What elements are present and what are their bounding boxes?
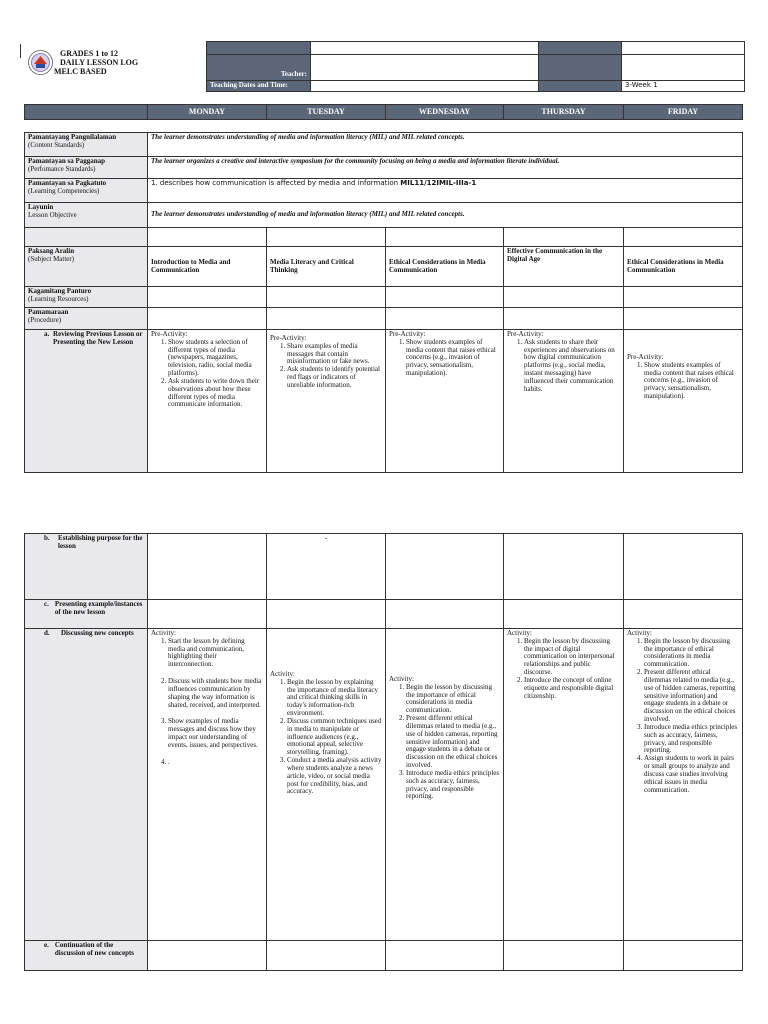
step-a-letter: a. xyxy=(44,330,50,338)
list-item: 2. Discuss with students how media influences communication by shaping the way information is shared, received, and interpreted. xyxy=(168,678,263,709)
row-content-standards xyxy=(25,133,743,157)
day-friday: FRIDAY xyxy=(624,105,743,120)
step-d-thursday-list xyxy=(507,638,620,701)
list-item: 2. Introduce the concept of online etiquette and responsible digital citizenship. xyxy=(524,677,620,700)
list-item: 1. Begin the lesson by discussing the importance of ethical considerations in media communication. xyxy=(406,684,500,715)
day-header-row xyxy=(24,104,743,120)
step-d-wednesday: Activity: 1. Begin the lesson by discussing the importance of ethical considerations in media communication. 2. Present different ethical dilemmas related to media (e.g., use of hidden cameras, reporting sensitive information) and engage students in a debate or discussion on the ethical choices involved. 3. Introduce media ethics principles such as accuracy, fairness, privacy, and responsible reporting. xyxy=(386,629,504,941)
day-header-blank xyxy=(25,105,148,120)
step-a-thursday-list xyxy=(507,339,620,394)
list-item: 2. Ask students to write down their observations about how these different types of media communicate information. xyxy=(168,378,263,409)
lesson-table-part1 xyxy=(24,132,743,473)
list-item: 1. Begin the lesson by discussing the importance of ethical considerations in media communication. xyxy=(644,638,739,669)
header-cell-school-label xyxy=(207,42,311,55)
row-procedure xyxy=(25,308,743,330)
step-a-friday: Pre-Activity: 1. Show students examples of media content that raises ethical concerns (e.g., invasion of privacy, sensationalism, manipulation). xyxy=(624,330,743,473)
resources-sub: (Learning Resources) xyxy=(28,294,89,303)
row-performance-standards xyxy=(25,157,743,179)
header-grades: GRADES 1 to 12 xyxy=(60,49,119,58)
objective-label: Layunin xyxy=(28,203,54,211)
header-cell-grade-label xyxy=(539,42,622,55)
step-c-label: Presenting example/instances of the new lesson xyxy=(54,600,143,616)
header-melc: MELC BASED xyxy=(54,66,107,76)
day-monday: MONDAY xyxy=(148,105,267,120)
step-d-tuesday-list xyxy=(270,679,382,796)
step-e-label: Continuation of the discussion of new concepts xyxy=(54,941,135,957)
dates-value xyxy=(311,81,539,92)
header-cell-subject-value xyxy=(622,55,745,81)
list-item: 2. Discuss common techniques used in media to manipulate or influence audiences (e.g., emotional appeal, selective storytelling, framing). xyxy=(287,718,382,757)
row-step-b xyxy=(25,534,743,600)
topic-friday: Ethical Considerations in Media Communication xyxy=(624,247,743,287)
step-c-letter: c. xyxy=(44,600,49,608)
list-item: 3. Conduct a media analysis activity where students analyze a news article, video, or social media post for credibility, bias, and accuracy. xyxy=(287,757,382,796)
row-step-d xyxy=(25,629,743,941)
step-a-monday: Pre-Activity: 1. Show students a selection of different types of media (newspapers, magazines, television, radio, social media platforms). 2. Ask students to write down their observations about how these different types of media communicate information. xyxy=(148,330,267,473)
lesson-table-part2 xyxy=(24,533,743,971)
list-item: 2. Present different ethical dilemmas related to media (e.g., use of hidden cameras, reporting sensitive information) and engage students in a debate or discussion on the ethical choices involved. xyxy=(406,715,500,770)
list-item: 1. Start the lesson by defining media and communication, highlighting their interconnection. xyxy=(168,638,263,669)
row-step-c xyxy=(25,600,743,629)
step-a-wednesday-list xyxy=(389,339,500,378)
step-e-letter: e. xyxy=(44,941,49,949)
topic-monday: Introduction to Media and Communication xyxy=(148,247,267,287)
competency-sub: (Learning Competencies) xyxy=(28,186,100,195)
deped-seal-logo xyxy=(28,50,53,75)
header-cell-quarter-label xyxy=(539,81,622,92)
competency-code: MIL11/12IMIL-IIIa-1 xyxy=(400,179,477,187)
list-item: 2. Ask students to identify potential red flags or indicators of unreliable information. xyxy=(287,366,382,389)
step-d-thursday: Activity: 1. Begin the lesson by discussing the impact of digital communication on interpersonal relationships and public discourse. 2. Introduce the concept of online etiquette and responsible digital citizenship. xyxy=(504,629,624,941)
procedure-label: Pamamaraan xyxy=(28,308,69,316)
competency-text: 1. describes how communication is affected by media and information xyxy=(151,179,401,187)
step-a-tuesday: Pre-Activity: 1. Share examples of media messages that contain misinformation or fake news. 2. Ask students to identify potential red flags or indicators of unreliable information. xyxy=(267,330,386,473)
subject-sub: (Subject Matter) xyxy=(28,254,75,263)
list-item: 1. Show students examples of media content that raises ethical concerns (e.g., invasion of privacy, sensationalism, manipulation). xyxy=(644,362,739,401)
topic-thursday: Effective Communication in the Digital Age xyxy=(504,247,624,287)
day-wednesday: WEDNESDAY xyxy=(386,105,504,120)
objective-text: The learner demonstrates understanding of media and information literacy (MIL) and MIL related concepts. xyxy=(148,203,743,228)
step-a-wednesday: Pre-Activity: 1. Show students examples of media content that raises ethical concerns (e.g., invasion of privacy, sensationalism, manipulation). xyxy=(386,330,504,473)
teacher-label: Teacher: xyxy=(207,55,311,81)
list-item: 3. Show examples of media messages and discuss how they impact our understanding of events, issues, and perspectives. xyxy=(168,718,263,749)
row-learning-resources xyxy=(25,287,743,308)
step-d-monday-list xyxy=(151,638,263,767)
week-value: 3-Week 1 xyxy=(622,81,745,92)
list-item: 1. Ask students to share their experiences and observations on how digital communication platforms (e.g., social media, instant messaging) have influenced their communication habits. xyxy=(524,339,620,394)
list-item: 4. . xyxy=(168,759,263,767)
list-item: 2. Present different ethical dilemmas related to media (e.g., use of hidden cameras, reporting sensitive information) and engage students in a debate or discussion on the ethical choices involved. xyxy=(644,669,739,724)
step-d-monday: Activity: 1. Start the lesson by defining media and communication, highlighting their interconnection. 2. Discuss with students how media influences communication by shaping the way information is shared, received, and interpreted. 3. Show examples of media messages and discuss how they impact our understanding of events, issues, and perspectives. 4. . xyxy=(148,629,267,941)
step-d-label: Discussing new concepts xyxy=(61,629,134,637)
step-b-label: Establishing purpose for the lesson xyxy=(58,534,143,550)
list-item: 3. Introduce media ethics principles such as accuracy, fairness, privacy, and responsible reporting. xyxy=(644,724,739,755)
content-standards-label: Pamantayang Pangnilalaman xyxy=(28,133,117,141)
performance-standards-label: Pamantayan sa Pagganap xyxy=(28,157,106,165)
competency-label: Pamantayan sa Pagkatuto xyxy=(28,179,107,187)
step-a-friday-list xyxy=(627,362,739,401)
row-subject-matter xyxy=(25,247,743,287)
header-cell-subject-label xyxy=(539,55,622,81)
step-a-label: Reviewing Previous Lesson or Presenting the New Lesson xyxy=(53,330,143,346)
step-d-tuesday: Activity: 1. Begin the lesson by explaining the importance of media literacy and critical thinking skills in today's information-rich environment. 2. Discuss common techniques used in media to manipulate or influence audiences (e.g., emotional appeal, selective storytelling, framing). 3. Conduct a media analysis activity where students analyze a news article, video, or social media post for credibility, bias, and accuracy. xyxy=(267,629,386,941)
step-a-tuesday-list xyxy=(270,343,382,390)
step-d-friday: Activity: 1. Begin the lesson by discussing the importance of ethical considerations in media communication. 2. Present different ethical dilemmas related to media (e.g., use of hidden cameras, reporting sensitive information) and engage students in a debate or discussion on the ethical choices involved. 3. Introduce media ethics principles such as accuracy, fairness, privacy, and responsible reporting. 4. Assign students to work in pairs or small groups to analyze and discuss case studies involving ethical issues in media communication. xyxy=(624,629,743,941)
header-cell-grade-value xyxy=(622,42,745,55)
dates-label: Teaching Dates and Time: xyxy=(207,81,311,92)
margin-mark xyxy=(20,44,21,58)
resources-label: Kagamitang Panturo xyxy=(28,287,92,295)
content-standards-sub: (Content Standards) xyxy=(28,140,85,149)
topic-wednesday: Ethical Considerations in Media Communication xyxy=(386,247,504,287)
objective-sub: Lesson Objective xyxy=(28,210,77,219)
procedure-sub: (Procedure) xyxy=(28,315,62,324)
row-lesson-objective xyxy=(25,203,743,228)
header-cell-school-value xyxy=(311,42,539,55)
step-a-thursday: Pre-Activity: 1. Ask students to share their experiences and observations on how digital communication platforms (e.g., social media, instant messaging) have influenced their communication habits. xyxy=(504,330,624,473)
day-thursday: THURSDAY xyxy=(504,105,624,120)
list-item: 4. Assign students to work in pairs or small groups to analyze and discuss case studies involving ethical issues in media communication. xyxy=(644,755,739,794)
step-b-letter: b. xyxy=(44,534,50,542)
topic-tuesday: Media Literacy and Critical Thinking xyxy=(267,247,386,287)
row-step-a xyxy=(25,330,743,473)
row-spacer xyxy=(25,228,743,247)
header-info-table xyxy=(206,41,745,92)
step-d-wednesday-list xyxy=(389,684,500,801)
day-tuesday: TUESDAY xyxy=(267,105,386,120)
step-b-tuesday-mark: - xyxy=(267,534,386,600)
subject-label: Paksang Aralin xyxy=(28,247,75,255)
row-step-e xyxy=(25,941,743,971)
list-item: 1. Begin the lesson by discussing the impact of digital communication on interpersonal relationships and public discourse. xyxy=(524,638,620,677)
list-item: 3. Introduce media ethics principles such as accuracy, fairness, privacy, and responsible reporting. xyxy=(406,770,500,801)
performance-standards-text: The learner organizes a creative and interactive symposium for the community focusing on being a media and information literate individual. xyxy=(148,157,743,179)
list-item: 1. Show students examples of media content that raises ethical concerns (e.g., invasion of privacy, sensationalism, manipulation). xyxy=(406,339,500,378)
list-item: 1. Share examples of media messages that contain misinformation or fake news. xyxy=(287,343,382,366)
step-d-letter: d. xyxy=(44,629,50,637)
row-learning-competencies xyxy=(25,179,743,203)
step-d-friday-list xyxy=(627,638,739,795)
header-dll: DAILY LESSON LOG xyxy=(60,57,139,67)
step-a-monday-list xyxy=(151,339,263,409)
header-title xyxy=(52,50,202,76)
content-standards-text: The learner demonstrates understanding of media and information literacy (MIL) and MIL related concepts. xyxy=(148,133,743,157)
list-item: 1. Show students a selection of different types of media (newspapers, magazines, television, radio, social media platforms). xyxy=(168,339,263,378)
teacher-value xyxy=(311,55,539,81)
performance-standards-sub: (Perfomance Standards) xyxy=(28,164,96,173)
list-item: 1. Begin the lesson by explaining the importance of media literacy and critical thinking skills in today's information-rich environment. xyxy=(287,679,382,718)
